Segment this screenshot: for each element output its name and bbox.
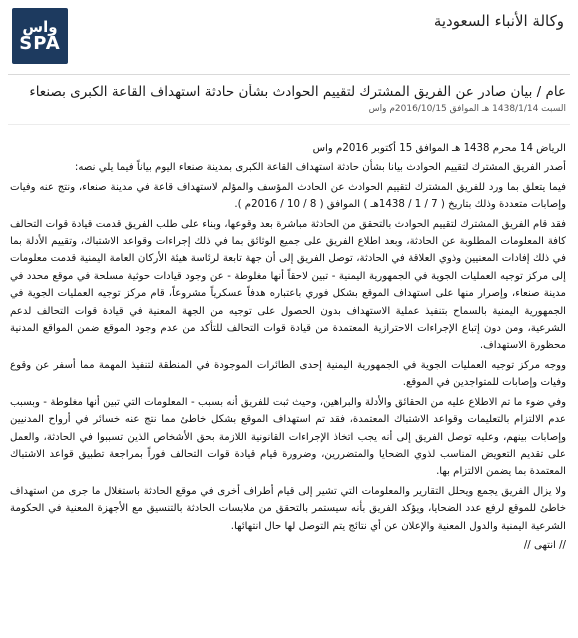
- body-paragraph: فيما يتعلق بما ورد للفريق المشترك لتقييم الحوادث عن الحادث المؤسف والمؤلم لاستهداف قاعة في مدينة صنعاء، ونتج عنه وفيات وإصابات متعددة وذلك بتاريخ ( 7 / 1 / 1438هـ ) الموافق ( 8 / 10 / 2016م ).: [10, 181, 566, 211]
- body-paragraph: ووجه مركز توجيه العمليات الجوية في الجمهورية اليمنية إحدى الطائرات الموجودة في المنطقة لتنفيذ المهمة مما أسفر عن وقوع وفيات وإصابات للمتواجدين في الموقع.: [10, 359, 566, 389]
- article-date: السبت 1438/1/14 هـ الموافق 2016/10/15م واس: [368, 104, 566, 114]
- article-body: [10, 140, 566, 634]
- body-paragraph: فقد قام الفريق المشترك لتقييم الحوادث بالتحقق من الحادثة مباشرة بعد وقوعها، وبناء على طلب الفريق قدمت قيادة قوات التحالف كافة المعلومات المطلوبة عن الحادثة، وبعد اطلاع الفريق على جميع الوثائق بما في ذلك إجراءات وقواعد الاشتباك، وتقييم الأدلة بما في ذلك إفادات المعنيين وذوي العلاقة في الحادثة، توصل الفريق إلى أن جهة تابعة لرئاسة هيئة الأركان العامة اليمنية قدمت معلومات إلى مركز توجيه العمليات الجوية في الجمهورية اليمنية - تبين لاحقاً أنها مغلوطة - عن وجود قيادات حوثية مسلحة في موقع محدد في مدينة صنعاء، وإصرار منها على استهداف الموقع بشكل فوري باعتباره هدفاً عسكرياً مشروعاً، قام مركز توجيه العمليات الجوية في الجمهورية اليمنية بالسماح بتنفيذ عملية الاستهداف بدون الحصول على توجيه من الجهة المعنية في قيادة قوات التحالف لدعم الشرعية، ومن دون إتباع الإجراءات الاحترازية المعتمدة من قيادة قوات التحالف للتأكد من عدم وجود الموقع ضمن المواقع المدنية محظورة الاستهداف.: [10, 218, 566, 352]
- dateline-paragraph: الرياض 14 محرم 1438 هـ الموافق 15 أكتوبر 2016م واس: [312, 143, 566, 154]
- title-divider: [8, 124, 570, 125]
- body-paragraph: وفي ضوء ما تم الاطلاع عليه من الحقائق والأدلة والبراهين، وحيث ثبت للفريق أنه بسبب - المعلومات التي تبين أنها مغلوطة - وبسبب عدم الالتزام بالتعليمات وقواعد الاشتباك المعتمدة، فقد تم استهداف الموقع بشكل خاطئ مما نتج عنه خسائر في أرواح المدنيين وإصابات بينهم، وعليه توصل الفريق إلى أنه يجب اتخاذ الإجراءات القانونية اللازمة بحق الأشخاص الذين تسببوا في الحادثة، والعمل على تقديم التعويض المناسب لذوي الضحايا والمتضررين، وضرورة قيام قيادة قوات التحالف فوراً بمراجعة تطبيق قواعد الاشتباك المعتمدة بما يضمن الالتزام بها.: [10, 396, 566, 478]
- logo-latin-text: SPA: [19, 33, 61, 54]
- header-divider: [8, 74, 570, 75]
- article-title: عام / بيان صادر عن الفريق المشترك لتقييم الحوادث بشأن حادثة استهداف القاعة الكبرى بصنعاء: [29, 84, 566, 100]
- body-paragraph: ولا يزال الفريق يجمع ويحلل التقارير والمعلومات التي تشير إلى قيام أطراف أخرى في موقع الحادثة باستغلال ما جرى من استهداف خاطئ للموقع لرفع عدد الضحايا، ويؤكد الفريق بأنه سيستمر بالتحقق من ملابسات الحادثة بالتنسيق مع الأجهزة المعنية في الحكومة الشرعية اليمنية والدول المعنية والإعلان عن أي نتائج يتم التوصل لها حال انتهائها.: [10, 485, 566, 532]
- spa-logo[interactable]: [12, 8, 68, 64]
- intro-paragraph: أصدر الفريق المشترك لتقييم الحوادث بيانا بشأن حادثة استهداف القاعة الكبرى بمدينة صنعاء اليوم بياناً فيما يلي نصه:: [74, 162, 566, 174]
- agency-name: وكالة الأنباء السعودية: [433, 12, 564, 30]
- logo-arabic-text: واس: [22, 18, 58, 36]
- end-marker: // انتهى //: [523, 539, 566, 551]
- site-header: [0, 0, 578, 72]
